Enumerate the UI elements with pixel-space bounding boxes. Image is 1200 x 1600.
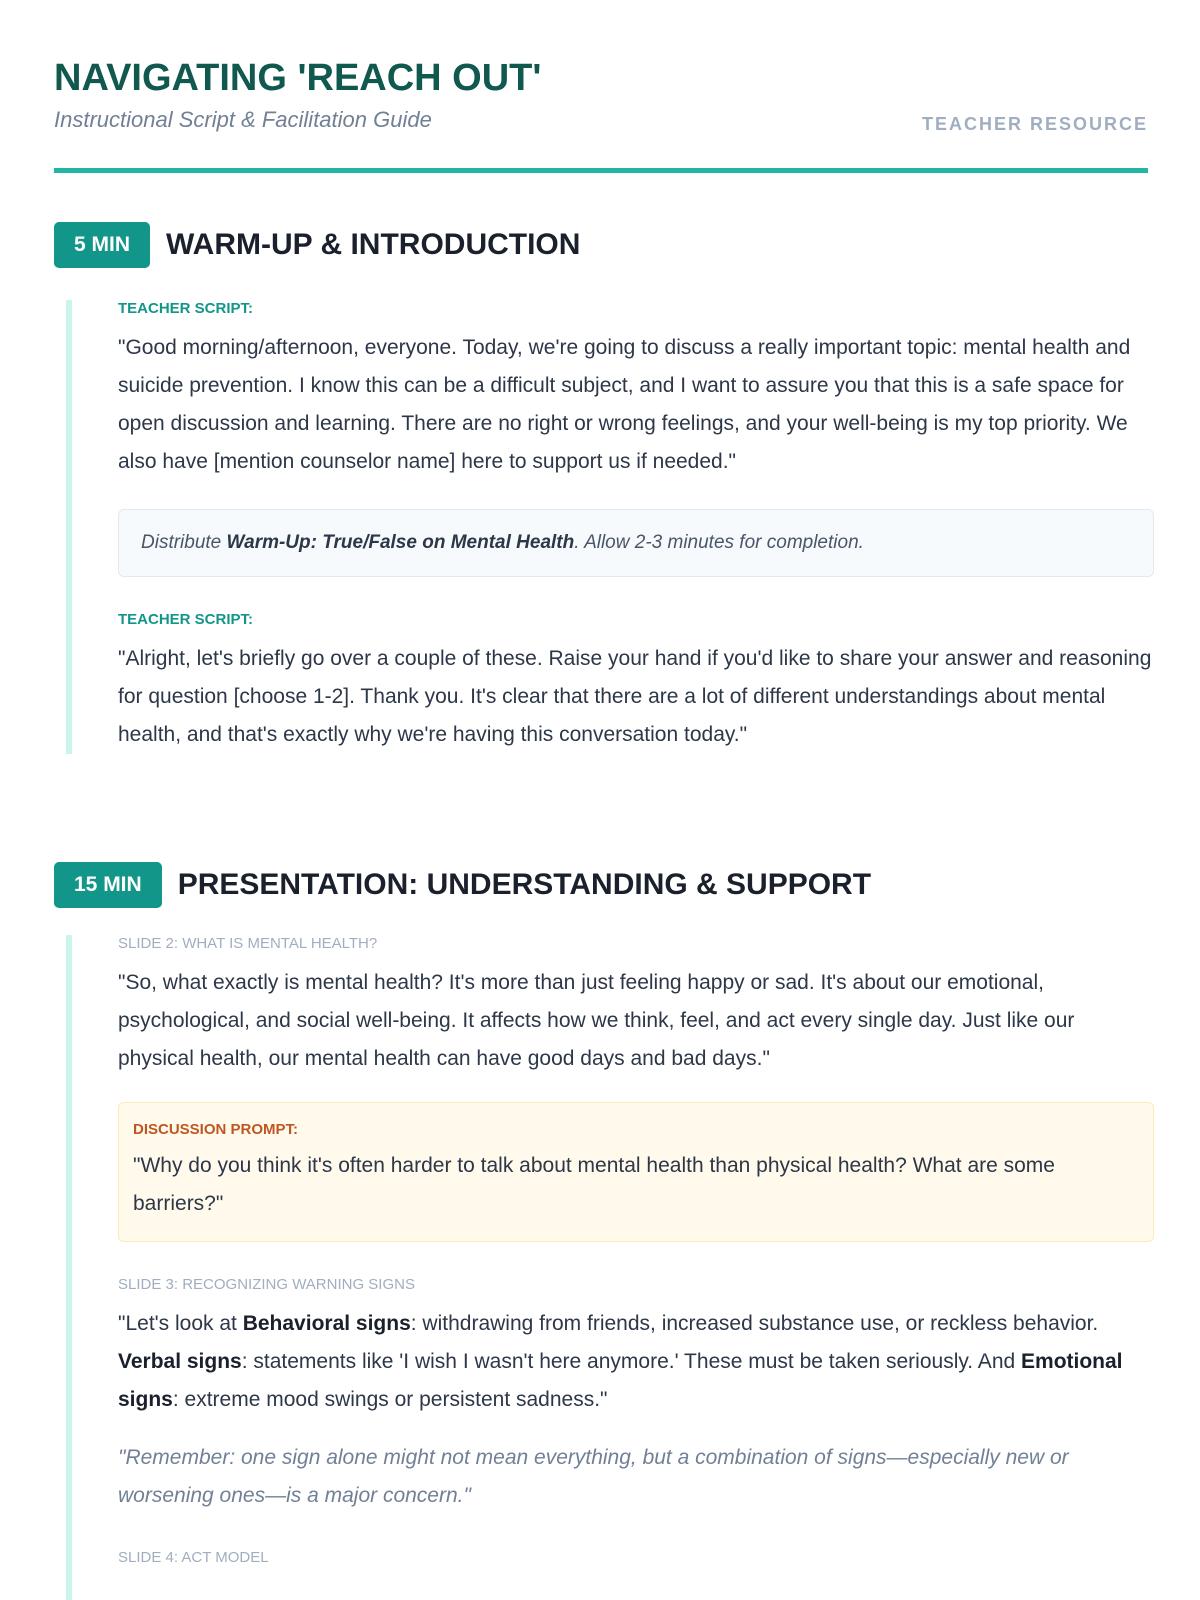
slide-script-text: "So, what exactly is mental health? It's more than just feeling happy or sad. It's about our emotional, psychological, and social well-being. It affects how we think, feel, and act every single day. Just like our physical health, our mental health can have good days and bad days."	[118, 971, 1075, 1070]
section-title: WARM-UP & INTRODUCTION	[166, 228, 581, 261]
section-header-presentation	[54, 862, 871, 908]
remember-note: "Remember: one sign alone might not mean everything, but a combination of signs—especially new or worsening ones—is a major concern."	[118, 1446, 1069, 1507]
text-run: : withdrawing from friends, increased substance use, or reckless behavior.	[410, 1312, 1099, 1335]
teacher-script-text: "Alright, let's briefly go over a couple of these. Raise your hand if you'd like to share your answer and reasoning for question [choose 1-2]. Thank you. It's clear that there are a lot of different understandings about mental health, and that's exactly why we're having this conversation today."	[118, 647, 1152, 746]
note-suffix: . Allow 2-3 minutes for completion.	[574, 532, 864, 553]
teacher-script-label: TEACHER SCRIPT:	[118, 300, 254, 317]
discussion-prompt-label: DISCUSSION PROMPT:	[133, 1121, 299, 1138]
teacher-script-label: TEACHER SCRIPT:	[118, 611, 254, 628]
page-subtitle: Instructional Script & Facilitation Guide	[54, 107, 432, 132]
slide-label: SLIDE 3: RECOGNIZING WARNING SIGNS	[118, 1276, 415, 1293]
text-run: : extreme mood swings or persistent sadness."	[172, 1388, 608, 1411]
instruction-note	[118, 509, 1154, 577]
section-header-warmup	[54, 222, 580, 268]
section-body-warmup	[66, 300, 1154, 754]
note-prefix: Distribute	[141, 532, 227, 553]
slide-label: SLIDE 4: ACT MODEL	[118, 1549, 269, 1566]
time-badge: 5 MIN	[54, 222, 150, 268]
document-header	[54, 56, 1148, 134]
text-run: : statements like 'I wish I wasn't here anymore.' These must be taken seriously. And	[241, 1350, 1022, 1373]
text-run: "Let's look at	[118, 1312, 243, 1335]
discussion-prompt-text: "Why do you think it's often harder to talk about mental health than physical health? What are some barriers?"	[133, 1154, 1055, 1215]
note-worksheet-name: Warm-Up: True/False on Mental Health	[226, 532, 575, 553]
section-body-presentation	[66, 935, 1154, 1600]
slide-script-text	[118, 1305, 1154, 1419]
behavioral-signs-term: Behavioral signs	[242, 1312, 411, 1335]
verbal-signs-term: Verbal signs	[118, 1350, 242, 1373]
section-title: PRESENTATION: UNDERSTANDING & SUPPORT	[177, 868, 872, 901]
emotional-signs-term: Emotional signs	[118, 1350, 1123, 1411]
resource-label: TEACHER RESOURCE	[921, 114, 1148, 134]
teacher-script-text: "Good morning/afternoon, everyone. Today, we're going to discuss a really important topic: mental health and suicide prevention. I know this can be a difficult subject, and I want to assure you that this is a safe space for open discussion and learning. There are no right or wrong feelings, and your well-being is my top priority. We also have [mention counselor name] here to support us if needed."	[118, 336, 1131, 473]
slide-label: SLIDE 2: WHAT IS MENTAL HEALTH?	[118, 935, 378, 952]
discussion-prompt	[118, 1102, 1154, 1242]
page-title: NAVIGATING 'REACH OUT'	[54, 57, 542, 99]
header-divider	[54, 168, 1148, 173]
time-badge: 15 MIN	[54, 862, 162, 908]
